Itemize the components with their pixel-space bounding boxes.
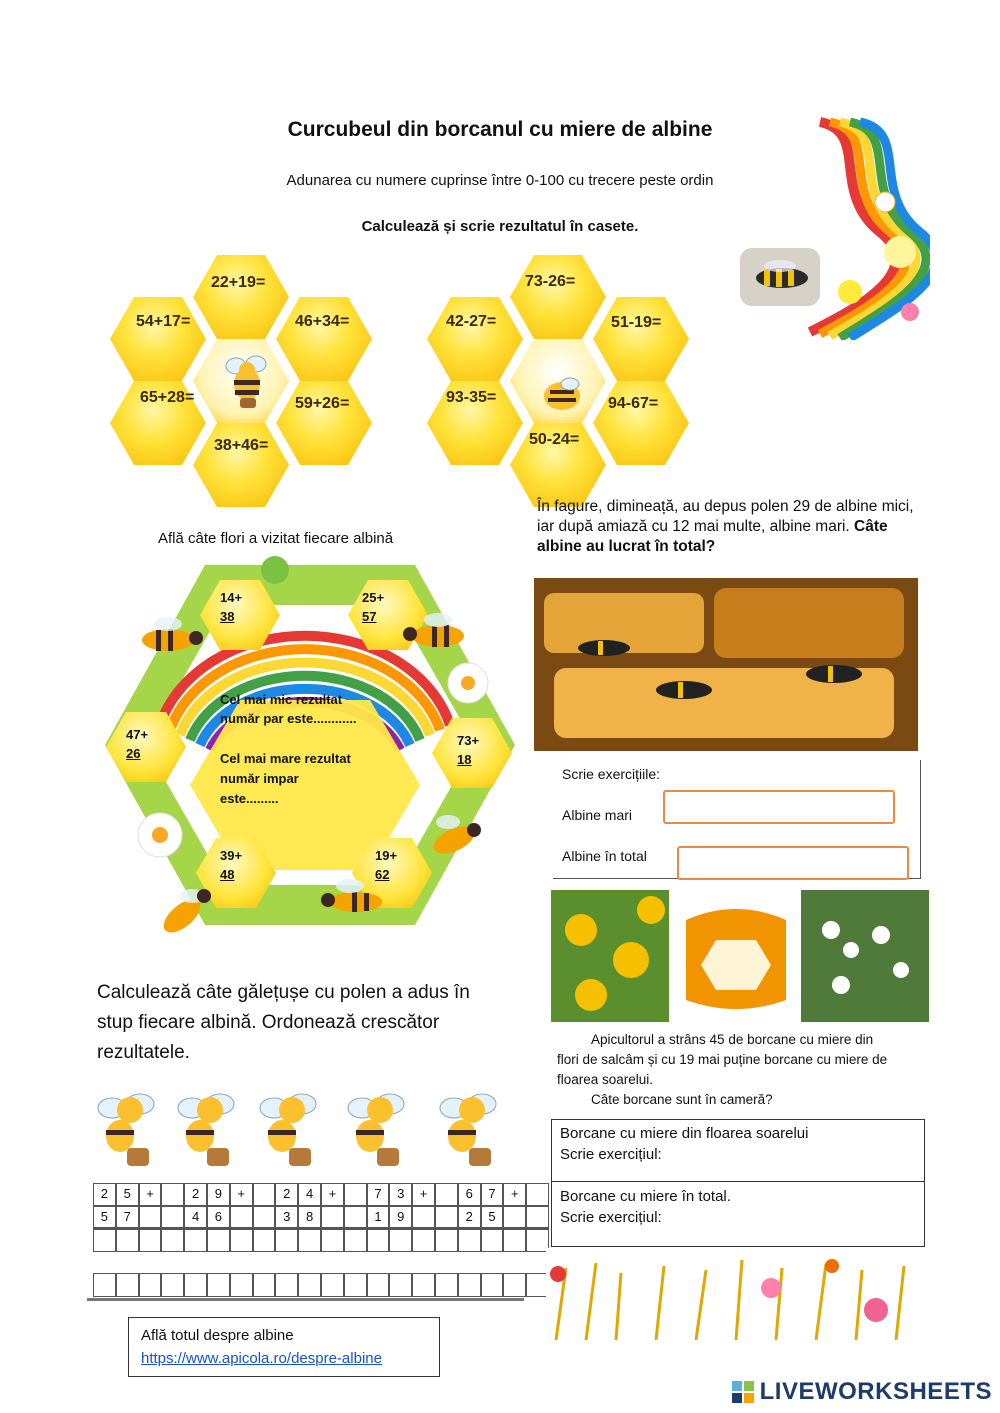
digit-cell: 5 xyxy=(93,1206,116,1229)
order-cell[interactable] xyxy=(116,1273,139,1297)
pair-4: 73+ 18 xyxy=(457,733,480,767)
digit-cell xyxy=(526,1183,549,1206)
bee-bucket-icon xyxy=(172,1078,242,1176)
bee-icon xyxy=(540,374,584,414)
digit-cell xyxy=(230,1206,253,1229)
pair-5: 39+ 48 xyxy=(220,848,243,882)
digit-cell: 3 xyxy=(389,1183,412,1206)
digit-cell: 8 xyxy=(298,1206,321,1229)
jars-sunflower-row[interactable] xyxy=(552,1120,924,1182)
digit-cell: 2 xyxy=(93,1183,116,1206)
order-cell[interactable] xyxy=(344,1273,367,1297)
problem-question: Câte borcane sunt în cameră? xyxy=(591,1092,773,1107)
bee-bucket-icon xyxy=(254,1078,324,1176)
pair-6: 19+ 62 xyxy=(375,848,398,882)
answer-cell[interactable] xyxy=(230,1229,253,1252)
sum-label: 46+34= xyxy=(295,313,350,330)
answer-cell[interactable] xyxy=(275,1229,298,1252)
hex-upper-right xyxy=(593,297,689,381)
hex-lower-right xyxy=(276,381,372,465)
brand-logo-icon xyxy=(732,1381,754,1403)
liveworksheets-brand xyxy=(760,1378,992,1406)
digit-cell: 4 xyxy=(184,1206,207,1229)
order-cell[interactable] xyxy=(230,1273,253,1297)
instruction: Calculează și scrie rezultatul în casete. xyxy=(361,218,639,235)
link-label: Află totul despre albine xyxy=(141,1327,294,1344)
digit-cell xyxy=(435,1206,458,1229)
row-sub: Scrie exercițiul: xyxy=(560,1146,662,1163)
diff-label: 73-26= xyxy=(525,273,576,290)
divider xyxy=(87,1298,524,1301)
order-cell[interactable] xyxy=(367,1273,390,1297)
digit-cell: 7 xyxy=(481,1183,504,1206)
answer-cell[interactable] xyxy=(389,1229,412,1252)
answer-cell[interactable] xyxy=(481,1229,504,1252)
sum-label: 38+46= xyxy=(214,437,269,454)
order-cell[interactable] xyxy=(481,1273,504,1297)
bee-bucket-icon xyxy=(434,1078,504,1176)
answer-cell[interactable] xyxy=(184,1229,207,1252)
diff-label: 51-19= xyxy=(611,314,662,331)
answer-cell[interactable] xyxy=(298,1229,321,1252)
exercise-box xyxy=(553,760,921,879)
problem-question: Câte albine au lucrat în total? xyxy=(537,518,888,555)
big-bees-label: Albine mari xyxy=(562,807,633,823)
problem-bees-text xyxy=(537,497,917,557)
order-cell[interactable] xyxy=(412,1273,435,1297)
wreath-heading: Află câte flori a vizitat fiecare albină xyxy=(158,530,394,547)
digit-cell: + xyxy=(321,1183,344,1206)
jars-answer-table xyxy=(551,1119,925,1247)
pair-3: 47+ 26 xyxy=(126,727,149,761)
digit-cell: + xyxy=(503,1183,526,1206)
digit-cell: 7 xyxy=(116,1206,139,1229)
order-cell[interactable] xyxy=(253,1273,276,1297)
write-exercises-label: Scrie exercițiile: xyxy=(562,766,661,782)
page-subtitle: Adunarea cu numere cuprinse între 0-100 cu trecere peste ordin xyxy=(286,172,714,189)
big-bees-input[interactable] xyxy=(663,790,895,824)
digit-cell: 2 xyxy=(184,1183,207,1206)
honeycomb-wasps-photo xyxy=(534,578,918,751)
order-cell[interactable] xyxy=(435,1273,458,1297)
digit-cell xyxy=(503,1206,526,1229)
row-sub: Scrie exercițiul: xyxy=(560,1209,662,1226)
digit-cell xyxy=(161,1206,184,1229)
bee-icon xyxy=(398,608,478,660)
answer-cell[interactable] xyxy=(367,1229,390,1252)
bee-icon xyxy=(222,352,272,412)
total-bees-label: Albine în total xyxy=(562,848,647,864)
honey-jar-photo xyxy=(551,890,929,1022)
digit-cell: 2 xyxy=(458,1206,481,1229)
problem-line: flori de salcâm și cu 19 mai puține borcane cu miere de xyxy=(557,1052,888,1067)
order-cell[interactable] xyxy=(389,1273,412,1297)
pollen-line: stup fiecare albină. Ordonează crescător xyxy=(97,1012,440,1033)
digit-cell xyxy=(161,1183,184,1206)
digit-cell: 6 xyxy=(458,1183,481,1206)
diff-label: 93-35= xyxy=(446,389,497,406)
sum-label: 54+17= xyxy=(136,313,191,330)
jars-total-row[interactable] xyxy=(552,1183,924,1245)
digit-cell: 9 xyxy=(389,1206,412,1229)
hex-upper-right xyxy=(276,297,372,381)
digit-cell: 1 xyxy=(367,1206,390,1229)
wasp-image xyxy=(740,248,820,306)
diff-label: 42-27= xyxy=(446,313,497,330)
diff-label: 50-24= xyxy=(529,431,580,448)
bee-icon xyxy=(316,874,392,922)
hex-top-left-flower xyxy=(193,255,289,339)
order-cell[interactable] xyxy=(207,1273,230,1297)
brand-text: LIVEWORKSHEETS xyxy=(759,1378,992,1405)
digit-cell: 6 xyxy=(207,1206,230,1229)
answer-cell[interactable] xyxy=(458,1229,481,1252)
problem-line: Apicultorul a strâns 45 de borcane cu miere din xyxy=(591,1032,874,1047)
pollen-instruction xyxy=(97,978,497,1068)
digit-cell xyxy=(344,1183,367,1206)
hex-lower-right xyxy=(593,381,689,465)
center-question-min-line2: număr par este............ xyxy=(220,711,357,726)
digit-cell: + xyxy=(230,1183,253,1206)
center-question-min-line1: Cel mai mic rezultat xyxy=(220,692,343,707)
digit-cell xyxy=(321,1206,344,1229)
bee-icon xyxy=(418,808,490,868)
row-title: Borcane cu miere din floarea soarelui xyxy=(560,1125,809,1142)
bee-icon xyxy=(128,612,208,664)
problem-lead: În fagure, dimineață, au depus polen 29 de albine mici, iar după amiază cu 12 mai multe, albine mari. xyxy=(537,498,914,535)
order-cell[interactable] xyxy=(321,1273,344,1297)
apicola-link[interactable]: https://www.apicola.ro/despre-albine xyxy=(141,1350,382,1367)
answer-cell[interactable] xyxy=(412,1229,435,1252)
digit-cell: 7 xyxy=(367,1183,390,1206)
digit-cell xyxy=(139,1206,162,1229)
row-title: Borcane cu miere în total. xyxy=(560,1188,731,1205)
digit-cell xyxy=(412,1206,435,1229)
order-cell[interactable] xyxy=(93,1273,116,1297)
page-title: Curcubeul din borcanul cu miere de albine xyxy=(287,118,713,141)
sum-label: 22+19= xyxy=(211,274,266,291)
order-cell[interactable] xyxy=(298,1273,321,1297)
wheat-flowers-image xyxy=(546,1248,920,1340)
order-cell[interactable] xyxy=(458,1273,481,1297)
digit-cell: 3 xyxy=(275,1206,298,1229)
digit-cell: 2 xyxy=(275,1183,298,1206)
hex-upper-left xyxy=(110,297,206,381)
digit-cell xyxy=(253,1206,276,1229)
digit-cell xyxy=(526,1206,549,1229)
pair-1: 14+ 38 xyxy=(220,590,243,624)
digit-cell xyxy=(435,1183,458,1206)
answer-cell[interactable] xyxy=(139,1229,162,1252)
bee-bucket-icon xyxy=(342,1078,412,1176)
hex-bottom xyxy=(193,423,289,507)
order-cell[interactable] xyxy=(184,1273,207,1297)
hex-top xyxy=(510,255,606,339)
center-question-max-line1: Cel mai mare rezultat xyxy=(220,751,351,766)
order-cell[interactable] xyxy=(275,1273,298,1297)
problem-jars-text xyxy=(557,1030,927,1110)
digit-cell: 5 xyxy=(481,1206,504,1229)
order-cell[interactable] xyxy=(503,1273,526,1297)
order-cell[interactable] xyxy=(139,1273,162,1297)
bees-row xyxy=(92,1078,512,1176)
hex-upper-left xyxy=(427,297,523,381)
center-question-max-line2: număr impar xyxy=(220,771,299,786)
total-bees-input[interactable] xyxy=(677,846,909,880)
bee-icon xyxy=(148,880,218,946)
digit-cell: + xyxy=(412,1183,435,1206)
digit-cell: + xyxy=(139,1183,162,1206)
digit-cell: 9 xyxy=(207,1183,230,1206)
answer-cell[interactable] xyxy=(93,1229,116,1252)
info-link-box xyxy=(128,1317,440,1377)
pair-2: 25+ 57 xyxy=(362,590,385,624)
digit-cell: 4 xyxy=(298,1183,321,1206)
digit-cell: 5 xyxy=(116,1183,139,1206)
answer-cell[interactable] xyxy=(253,1229,276,1252)
answer-cell[interactable] xyxy=(503,1229,526,1252)
order-cell[interactable] xyxy=(161,1273,184,1297)
digit-cell xyxy=(344,1206,367,1229)
answer-cell[interactable] xyxy=(344,1229,367,1252)
sum-label: 59+26= xyxy=(295,395,350,412)
pollen-line: Calculează câte gălețușe cu polen a adus în xyxy=(97,982,470,1003)
pollen-line: rezultatele. xyxy=(97,1042,190,1063)
answer-cell[interactable] xyxy=(321,1229,344,1252)
diff-label: 94-67= xyxy=(608,395,659,412)
digit-cell xyxy=(253,1183,276,1206)
sum-label: 65+28= xyxy=(140,389,195,406)
answer-cell[interactable] xyxy=(435,1229,458,1252)
bee-bucket-icon xyxy=(92,1078,162,1176)
answer-cell[interactable] xyxy=(161,1229,184,1252)
center-question-max-line3: este......... xyxy=(220,791,279,806)
answer-cell[interactable] xyxy=(207,1229,230,1252)
answer-cell[interactable] xyxy=(116,1229,139,1252)
problem-line: floarea soarelui. xyxy=(557,1072,654,1087)
